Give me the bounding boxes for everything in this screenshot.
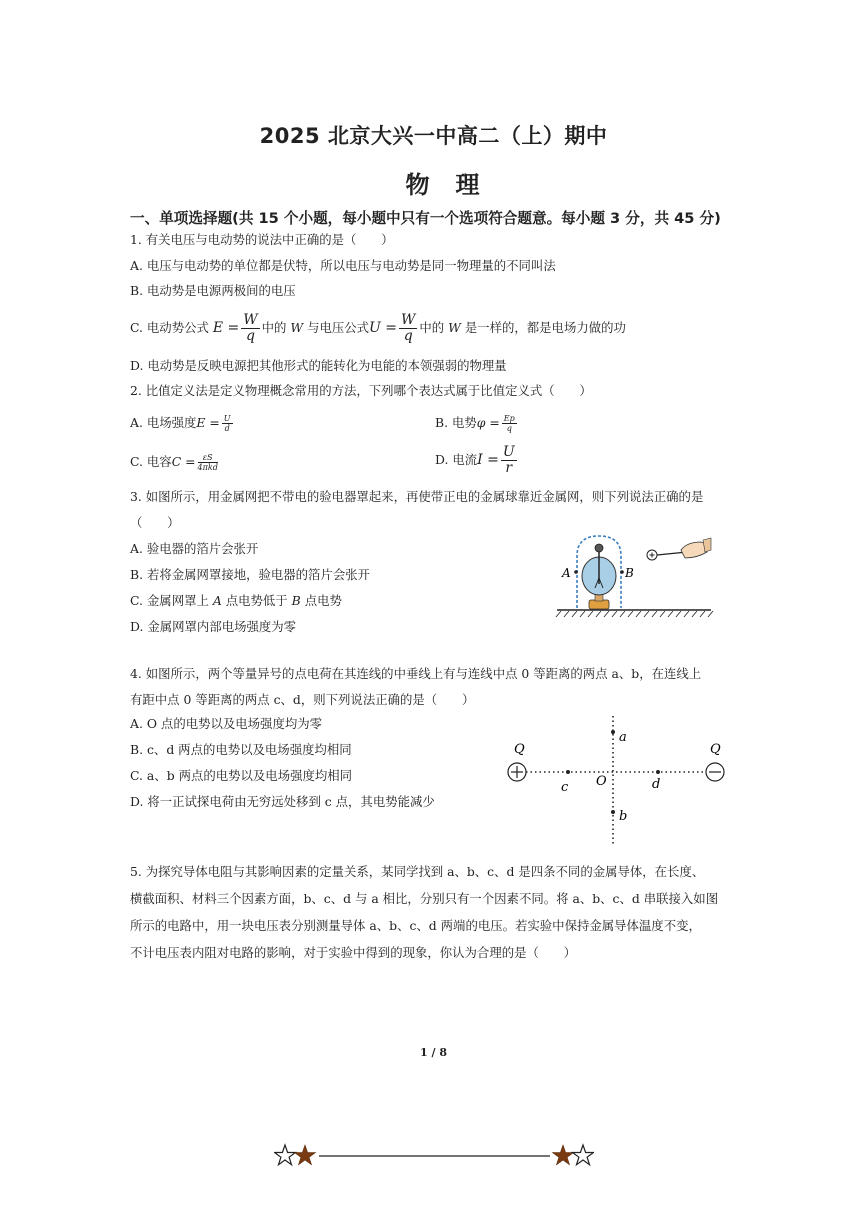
q3-stem: 3. 如图所示，用金属网把不带电的验电器罩起来，再使带正电的金属球靠近金属网，则下列说法正确的是 — [130, 489, 704, 504]
q2-b-frac: $\frac{Ep}{q}$ — [503, 414, 515, 433]
q3-fig-label-b: B — [625, 566, 634, 580]
q4-charges-figure — [500, 712, 740, 846]
footer-decoration — [274, 1142, 594, 1170]
q1-option-b: B. 电动势是电源两极间的电压 — [130, 283, 296, 298]
q1-option-c: C. 电动势公式 E = $\frac{W}{q}$ 中的 W 与电压公式U = $\frac{W}{q}$ 中的 W 是一样的，都是电场力做的功 — [130, 312, 626, 344]
q2-d-frac: $\frac{U}{r}$ — [502, 444, 515, 476]
q1-c-prefix: C. 电动势公式 — [130, 320, 209, 335]
q4-fig-o: O — [596, 774, 607, 789]
q2-option-d: D. 电流I = $\frac{U}{r}$ — [435, 444, 515, 476]
q4-stem-2: 有距中点 0 等距离的两点 c、d，则下列说法正确的是（ ） — [130, 692, 475, 707]
q1-c-u: U = — [369, 320, 397, 336]
q2-option-a: A. 电场强度E = $\frac{U}{d}$ — [130, 414, 231, 433]
q4-fig-q-left: Q — [514, 742, 525, 757]
q4-stem: 4. 如图所示，两个等量异号的点电荷在其连线的中垂线上有与连线中点 0 等距离的两点 a、b，在连线上 — [130, 666, 702, 681]
q4-option-a: A. O 点的电势以及电场强度均为零 — [130, 716, 323, 731]
q2-a-frac: $\frac{U}{d}$ — [223, 414, 231, 433]
star-filled-icon — [553, 1145, 574, 1165]
star-filled-icon — [295, 1145, 316, 1165]
q3-fig-label-a: A — [562, 566, 571, 580]
q3-option-c: C. 金属网罩上 A 点电势低于 B 点电势 — [130, 593, 342, 608]
subject-title: 物理 — [405, 170, 506, 199]
q3-stem-bracket: （ ） — [130, 515, 180, 530]
q3-option-a: A. 验电器的箔片会张开 — [130, 541, 259, 556]
q3-electroscope-figure — [555, 528, 715, 620]
q2-option-c: C. 电容C = $\frac{\varepsilon S}{\text{4πkd}}$ — [130, 453, 218, 472]
star-outline-icon — [275, 1145, 296, 1165]
q4-fig-q-right: Q — [710, 742, 721, 757]
q5-line-2: 横截面积、材料三个因素方面，b、c、d 与 a 相比，分别只有一个因素不同。将 a、b、c、d 串联接入如图 — [130, 891, 719, 906]
q5-line-4: 不计电压表内阻对电路的影响，对于实验中得到的现象，你认为合理的是（ ） — [130, 945, 577, 960]
page-number: 1 / 8 — [420, 1046, 447, 1059]
section-heading: 一、单项选择题(共 15 个小题，每小题中只有一个选项符合题意。每小题 3 分，共 45 分) — [130, 210, 721, 227]
q5-line-3: 所示的电路中，用一块电压表分别测量导体 a、b、c、d 两端的电压。若实验中保持金属导体温度不变， — [130, 918, 701, 933]
q2-c-frac: $\frac{\varepsilon S}{\text{4πkd}}$ — [197, 453, 218, 472]
q4-option-b: B. c、d 两点的电势以及电场强度均相同 — [130, 742, 352, 757]
q4-option-c: C. a、b 两点的电势以及电场强度均相同 — [130, 768, 353, 783]
q4-fig-b: b — [619, 809, 628, 824]
q4-option-d: D. 将一正试探电荷由无穷远处移到 c 点，其电势能减少 — [130, 794, 435, 809]
q1-option-a: A. 电压与电动势的单位都是伏特，所以电压与电动势是同一物理量的不同叫法 — [130, 258, 556, 273]
q2-option-b: B. 电势φ = $\frac{Ep}{q}$ — [435, 414, 515, 433]
q1-option-d: D. 电动势是反映电源把其他形式的能转化为电能的本领强弱的物理量 — [130, 358, 507, 373]
star-outline-icon — [573, 1145, 594, 1165]
q4-fig-d: d — [652, 777, 661, 792]
q5-line-1: 5. 为探究导体电阻与其影响因素的定量关系，某同学找到 a、b、c、d 是四条不同的金属导体，在长度、 — [130, 864, 705, 879]
q3-option-b: B. 若将金属网罩接地，验电器的箔片会张开 — [130, 567, 371, 582]
page-title: 2025 北京大兴一中高二（上）期中 — [259, 124, 608, 148]
q3-option-d: D. 金属网罩内部电场强度为零 — [130, 619, 297, 634]
q1-c-frac2: $\frac{W}{q}$ — [401, 312, 416, 344]
q1-c-frac1: $\frac{W}{q}$ — [243, 312, 258, 344]
q4-fig-c: c — [561, 780, 569, 795]
q2-stem: 2. 比值定义法是定义物理概念常用的方法，下列哪个表达式属于比值定义式（ ） — [130, 383, 592, 398]
q4-fig-a: a — [619, 730, 627, 745]
q1-c-e: E = — [212, 320, 240, 336]
q1-stem: 1. 有关电压与电动势的说法中正确的是（ ） — [130, 232, 394, 247]
